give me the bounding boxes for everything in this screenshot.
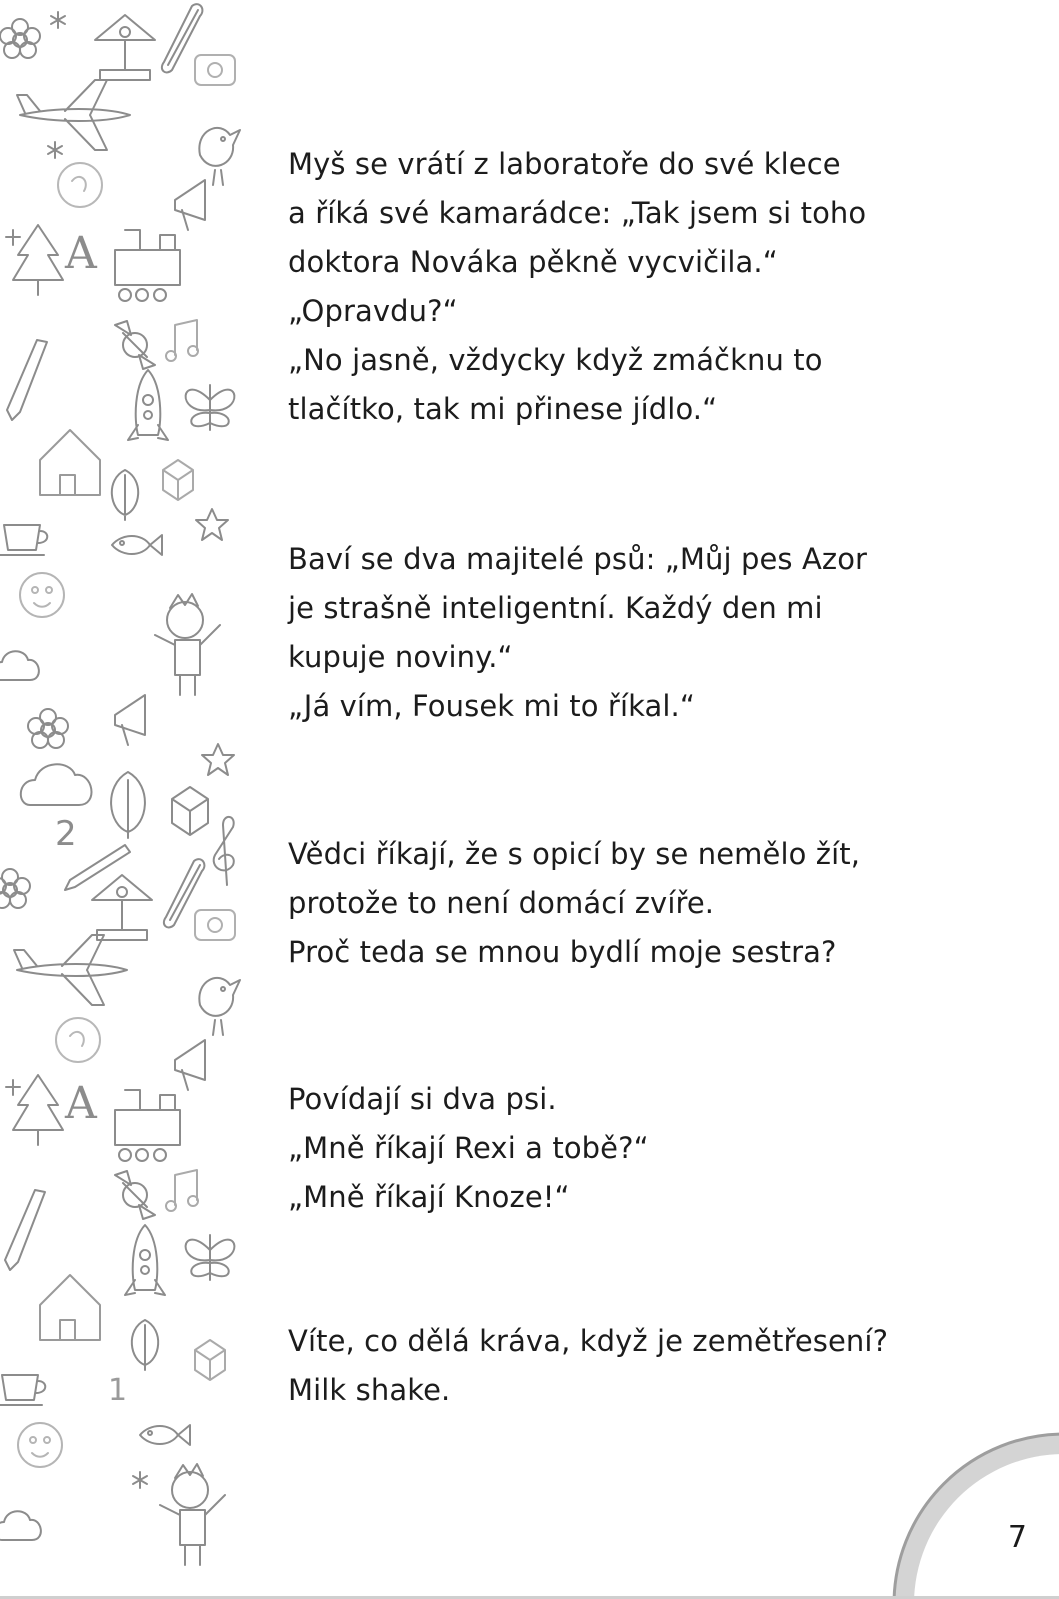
house-icon <box>40 430 100 495</box>
flower-icon <box>0 869 30 908</box>
joke-line: „Opravdu?“ <box>288 294 458 328</box>
music-note-icon <box>166 320 198 361</box>
doodle-letter-a: A <box>65 1078 97 1129</box>
cup-icon <box>0 525 47 555</box>
joke-dog-owners <box>288 535 867 731</box>
butterfly-icon <box>186 385 235 430</box>
doodle-number-one: 1 <box>108 1373 128 1408</box>
joke-line: „Já vím, Fousek mi to říkal.“ <box>288 689 695 723</box>
rocket-icon <box>125 1225 165 1295</box>
cloud-icon <box>0 651 39 680</box>
joke-line: Milk shake. <box>288 1373 451 1407</box>
train-icon <box>115 1090 180 1161</box>
candy-icon <box>115 1171 155 1219</box>
joke-line: „No jasně, vždycky když zmáčknu to <box>288 343 823 377</box>
megaphone-icon <box>115 695 145 745</box>
house-icon <box>40 1275 100 1340</box>
cube-icon <box>163 460 193 500</box>
doodle-number-two: 2 <box>55 814 77 854</box>
sandbox-umbrella-icon <box>95 15 155 80</box>
page-corner-circle <box>879 1419 1059 1599</box>
tree-icon <box>6 1075 63 1145</box>
cube-icon <box>172 787 208 835</box>
telephone-icon <box>195 55 235 85</box>
joke-line: Vědci říkají, že s opicí by se nemělo žít, <box>288 837 861 871</box>
sandbox-umbrella-icon <box>92 875 152 940</box>
rocket-icon <box>128 370 168 440</box>
joke-line: a říká své kamarádce: „Tak jsem si toho <box>288 196 867 230</box>
tree-icon <box>6 225 63 295</box>
cloud-icon <box>21 764 92 805</box>
asterisk-icon <box>48 142 62 158</box>
candy-icon <box>115 321 155 369</box>
joke-line: „Mně říkají Knoze!“ <box>288 1180 570 1214</box>
joke-line: doktora Nováka pěkně vycvičila.“ <box>288 245 778 279</box>
leaf-icon <box>132 1320 158 1370</box>
boy-icon <box>160 1464 225 1565</box>
joke-line: Myš se vrátí z laboratoře do své klece <box>288 147 841 181</box>
flower-icon <box>0 19 40 58</box>
paintbrush-icon <box>162 4 203 72</box>
megaphone-icon <box>175 180 205 230</box>
leaf-icon <box>112 470 138 520</box>
fish-icon <box>140 1425 190 1445</box>
boy-icon <box>155 594 220 695</box>
star-outline-icon <box>196 509 228 540</box>
joke-line: Povídají si dva psi. <box>288 1082 557 1116</box>
doodle-border <box>0 0 248 1599</box>
joke-mouse-laboratory <box>288 140 866 434</box>
telephone-icon <box>195 910 235 940</box>
paintbrush-icon <box>164 859 205 927</box>
airplane-icon <box>14 935 127 1005</box>
joke-line: Proč teda se mnou bydlí moje sestra? <box>288 935 837 969</box>
music-note-icon <box>166 1170 198 1211</box>
joke-line: kupuje noviny.“ <box>288 640 513 674</box>
joke-two-dogs <box>288 1075 649 1222</box>
sun-face-icon <box>18 1423 62 1467</box>
joke-line: je strašně inteligentní. Každý den mi <box>288 591 823 625</box>
cloud-icon <box>0 1511 41 1540</box>
leaf-icon <box>111 772 145 838</box>
pencil-icon <box>5 1190 45 1270</box>
cup-icon <box>0 1375 45 1405</box>
balloon-icon <box>58 163 102 207</box>
flower-icon <box>28 709 68 748</box>
joke-scientists-monkey <box>288 830 860 977</box>
joke-line: Baví se dva majitelé psů: „Můj pes Azor <box>288 542 868 576</box>
doodle-letter-a: A <box>65 228 97 279</box>
joke-line: „Mně říkají Rexi a tobě?“ <box>288 1131 649 1165</box>
star-outline-icon <box>202 744 234 775</box>
star-icon <box>51 12 65 28</box>
megaphone-icon <box>175 1040 205 1090</box>
joke-line: Víte, co dělá kráva, když je zemětřesení? <box>288 1324 889 1358</box>
page-number: 7 <box>1007 1520 1027 1555</box>
butterfly-icon <box>186 1235 235 1280</box>
joke-cow-earthquake <box>288 1317 888 1415</box>
joke-line: protože to není domácí zvíře. <box>288 886 715 920</box>
joke-line: tlačítko, tak mi přinese jídlo.“ <box>288 392 718 426</box>
fish-icon <box>112 535 162 555</box>
train-icon <box>115 230 180 301</box>
bird-icon <box>199 128 240 185</box>
sun-face-icon <box>20 573 64 617</box>
pencil-icon <box>7 340 47 420</box>
balloon-icon <box>56 1018 100 1062</box>
bird-icon <box>199 978 240 1035</box>
asterisk-icon <box>133 1472 147 1488</box>
airplane-icon <box>17 80 130 150</box>
cube-icon <box>195 1340 225 1380</box>
treble-clef-icon <box>214 817 234 885</box>
